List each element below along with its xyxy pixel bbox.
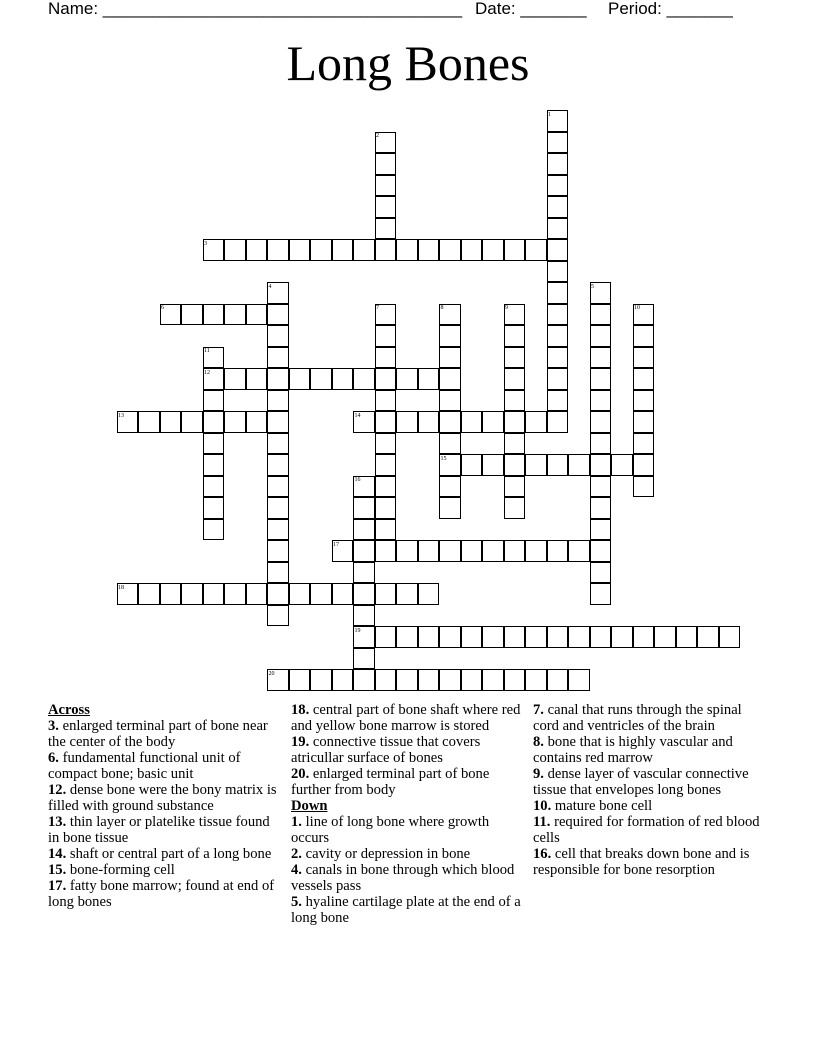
grid-cell[interactable] xyxy=(396,368,418,390)
grid-cell[interactable] xyxy=(396,540,418,562)
grid-cell[interactable] xyxy=(525,669,547,691)
grid-cell[interactable] xyxy=(289,583,311,605)
clue-number-label: 19 xyxy=(354,627,361,634)
clue-text: enlarged terminal part of bone near the center of the body xyxy=(48,718,268,750)
grid-cell[interactable] xyxy=(439,239,461,261)
clue-number-label: 15 xyxy=(440,455,447,462)
grid-cell[interactable] xyxy=(547,325,569,347)
grid-cell[interactable] xyxy=(547,196,569,218)
grid-cell[interactable] xyxy=(418,411,440,433)
grid-cell[interactable] xyxy=(418,239,440,261)
grid-cell[interactable] xyxy=(504,497,526,519)
grid-cell[interactable] xyxy=(547,669,569,691)
name-field[interactable]: Name: ______________________________________ xyxy=(48,0,463,18)
clue-number-label: 11 xyxy=(204,348,210,354)
clue-number-label: 7 xyxy=(376,305,379,311)
grid-cell[interactable] xyxy=(203,519,225,541)
clue-number: 14. xyxy=(48,846,67,862)
grid-cell[interactable] xyxy=(353,540,375,562)
clue-text: hyaline cartilage plate at the end of a long bone xyxy=(291,894,521,926)
grid-cell[interactable] xyxy=(181,304,203,326)
grid-cell[interactable] xyxy=(246,239,268,261)
clue-text: dense bone were the bony matrix is filled with ground substance xyxy=(48,782,277,814)
grid-cell[interactable] xyxy=(504,239,526,261)
grid-cell[interactable] xyxy=(375,669,397,691)
grid-cell[interactable] xyxy=(504,476,526,498)
grid-cell[interactable] xyxy=(504,540,526,562)
clue-across-19 xyxy=(291,734,526,766)
grid-cell[interactable] xyxy=(547,218,569,240)
grid-cell[interactable] xyxy=(590,497,612,519)
clue-number: 15. xyxy=(48,862,67,878)
grid-cell[interactable] xyxy=(267,540,289,562)
clue-number-label: 2 xyxy=(376,133,379,139)
down-heading: Down xyxy=(291,798,328,814)
clue-text: bone that is highly vascular and contains red marrow xyxy=(533,734,733,766)
grid-cell[interactable] xyxy=(375,411,397,433)
grid-cell[interactable] xyxy=(138,411,160,433)
grid-cell[interactable] xyxy=(719,626,741,648)
clue-across-13 xyxy=(48,814,283,846)
clue-number: 13. xyxy=(48,814,67,830)
grid-cell[interactable] xyxy=(310,239,332,261)
grid-cell[interactable] xyxy=(332,583,354,605)
grid-cell[interactable] xyxy=(439,433,461,455)
grid-cell[interactable] xyxy=(203,390,225,412)
grid-cell[interactable] xyxy=(267,583,289,605)
grid-cell[interactable] xyxy=(482,411,504,433)
clue-number: 7. xyxy=(533,702,544,718)
grid-cell[interactable] xyxy=(439,476,461,498)
clue-number: 17. xyxy=(48,878,67,894)
grid-cell[interactable] xyxy=(375,540,397,562)
grid-cell[interactable] xyxy=(633,390,655,412)
grid-cell[interactable] xyxy=(547,626,569,648)
clue-across-3 xyxy=(48,718,283,750)
grid-cell[interactable] xyxy=(547,239,569,261)
grid-cell[interactable] xyxy=(375,368,397,390)
clue-text: thin layer or platelike tissue found in bone tissue xyxy=(48,814,270,846)
clue-text: bone-forming cell xyxy=(69,862,175,878)
grid-cell[interactable] xyxy=(353,669,375,691)
grid-cell[interactable] xyxy=(267,347,289,369)
grid-cell[interactable] xyxy=(504,454,526,476)
grid-cell[interactable] xyxy=(267,239,289,261)
grid-cell[interactable] xyxy=(461,411,483,433)
grid-cell[interactable] xyxy=(418,540,440,562)
grid-cell[interactable] xyxy=(375,497,397,519)
grid-cell[interactable] xyxy=(267,519,289,541)
grid-cell[interactable] xyxy=(633,368,655,390)
grid-cell[interactable] xyxy=(203,304,225,326)
grid-cell[interactable] xyxy=(181,583,203,605)
clue-text: dense layer of vascular connective tissue that envelopes long bones xyxy=(533,766,749,798)
grid-cell[interactable] xyxy=(353,519,375,541)
clue-text: cell that breaks down bone and is responsible for bone resorption xyxy=(533,846,750,878)
grid-cell[interactable] xyxy=(590,347,612,369)
grid-cell[interactable] xyxy=(310,583,332,605)
grid-cell[interactable] xyxy=(590,476,612,498)
page-title: Long Bones xyxy=(286,35,530,91)
grid-cell[interactable] xyxy=(633,433,655,455)
clue-number-label: 1 xyxy=(548,111,551,118)
grid-cell[interactable] xyxy=(525,454,547,476)
grid-cell[interactable] xyxy=(439,390,461,412)
grid-cell[interactable] xyxy=(590,433,612,455)
clue-down-9 xyxy=(533,766,768,798)
grid-cell[interactable] xyxy=(203,433,225,455)
clue-number-label: 12 xyxy=(204,369,210,376)
clue-down-4 xyxy=(291,862,526,894)
grid-cell[interactable] xyxy=(375,175,397,197)
grid-cell[interactable] xyxy=(267,497,289,519)
grid-cell[interactable] xyxy=(160,411,182,433)
grid-cell[interactable] xyxy=(633,411,655,433)
grid-cell[interactable] xyxy=(353,497,375,519)
grid-cell[interactable] xyxy=(439,540,461,562)
grid-cell[interactable] xyxy=(633,325,655,347)
grid-cell[interactable] xyxy=(203,497,225,519)
clue-down-11 xyxy=(533,814,768,846)
clue-across-15 xyxy=(48,862,283,878)
grid-cell[interactable] xyxy=(439,347,461,369)
grid-cell[interactable] xyxy=(375,325,397,347)
grid-cell[interactable] xyxy=(633,626,655,648)
grid-cell[interactable] xyxy=(590,368,612,390)
grid-cell[interactable] xyxy=(353,239,375,261)
grid-cell[interactable] xyxy=(482,669,504,691)
grid-cell[interactable] xyxy=(590,390,612,412)
grid-cell[interactable] xyxy=(203,454,225,476)
clue-text: central part of bone shaft where red and yellow bone marrow is stored xyxy=(291,702,521,734)
clue-number-label: 8 xyxy=(440,305,444,311)
grid-cell[interactable] xyxy=(590,411,612,433)
grid-cell[interactable] xyxy=(461,454,483,476)
grid-cell[interactable] xyxy=(138,583,160,605)
clue-across-14 xyxy=(48,846,283,862)
grid-cell[interactable] xyxy=(418,583,440,605)
grid-cell[interactable] xyxy=(590,626,612,648)
grid-cell[interactable] xyxy=(224,239,246,261)
grid-cell[interactable] xyxy=(633,454,655,476)
clue-number: 2. xyxy=(291,846,302,862)
clue-down-5 xyxy=(291,894,526,926)
grid-cell[interactable] xyxy=(547,390,569,412)
grid-cell[interactable] xyxy=(375,153,397,175)
grid-cell[interactable] xyxy=(332,669,354,691)
grid-cell[interactable] xyxy=(396,583,418,605)
clue-number-label: 16 xyxy=(354,477,361,483)
period-field[interactable]: Period: _______ xyxy=(608,0,733,18)
grid-cell[interactable] xyxy=(590,304,612,326)
clue-number-label: 13 xyxy=(118,412,124,419)
clue-text: shaft or central part of a long bone xyxy=(69,846,272,862)
grid-cell[interactable] xyxy=(375,454,397,476)
grid-cell[interactable] xyxy=(289,669,311,691)
grid-cell[interactable] xyxy=(547,454,569,476)
grid-cell[interactable] xyxy=(246,368,268,390)
clue-text: connective tissue that covers atricullar surface of bones xyxy=(291,734,481,766)
grid-cell[interactable] xyxy=(504,411,526,433)
grid-cell[interactable] xyxy=(676,626,698,648)
clue-number-label: 18 xyxy=(118,584,124,591)
grid-cell[interactable] xyxy=(203,476,225,498)
grid-cell[interactable] xyxy=(375,239,397,261)
grid-cell[interactable] xyxy=(418,669,440,691)
clue-across-6 xyxy=(48,750,283,782)
clue-number-label: 10 xyxy=(634,305,640,311)
grid-cell[interactable] xyxy=(568,626,590,648)
grid-cell[interactable] xyxy=(633,476,655,498)
grid-cell[interactable] xyxy=(439,325,461,347)
grid-cell[interactable] xyxy=(353,583,375,605)
grid-cell[interactable] xyxy=(353,562,375,584)
grid-cell[interactable] xyxy=(590,454,612,476)
grid-cell[interactable] xyxy=(353,605,375,627)
grid-cell[interactable] xyxy=(267,390,289,412)
grid-cell[interactable] xyxy=(461,540,483,562)
clue-number-label: 6 xyxy=(161,305,164,311)
grid-cell[interactable] xyxy=(396,239,418,261)
grid-cell[interactable] xyxy=(160,583,182,605)
grid-cell[interactable] xyxy=(267,411,289,433)
grid-cell[interactable] xyxy=(289,368,311,390)
grid-cell[interactable] xyxy=(461,669,483,691)
grid-cell[interactable] xyxy=(375,347,397,369)
grid-cell[interactable] xyxy=(439,497,461,519)
clue-text: canal that runs through the spinal cord and ventricles of the brain xyxy=(533,702,742,734)
clue-across-17 xyxy=(48,878,283,910)
grid-cell[interactable] xyxy=(203,583,225,605)
grid-cell[interactable] xyxy=(267,368,289,390)
grid-cell[interactable] xyxy=(547,261,569,283)
grid-cell[interactable] xyxy=(310,368,332,390)
grid-cell[interactable] xyxy=(375,196,397,218)
grid-cell[interactable] xyxy=(525,239,547,261)
clues-column-2 xyxy=(291,702,526,926)
across-heading: Across xyxy=(48,702,90,718)
grid-cell[interactable] xyxy=(568,669,590,691)
grid-cell[interactable] xyxy=(375,390,397,412)
grid-cell[interactable] xyxy=(547,175,569,197)
grid-cell[interactable] xyxy=(504,669,526,691)
clue-number-label: 14 xyxy=(354,412,361,419)
clue-text: enlarged terminal part of bone further from body xyxy=(291,766,490,798)
grid-cell[interactable] xyxy=(289,239,311,261)
clue-across-12 xyxy=(48,782,283,814)
clue-text: cavity or depression in bone xyxy=(305,846,471,862)
clue-number: 11. xyxy=(533,814,551,830)
clue-number-label: 9 xyxy=(505,305,508,311)
clue-number-label: 3 xyxy=(204,240,207,247)
grid-cell[interactable] xyxy=(547,153,569,175)
clue-number-label: 20 xyxy=(268,670,275,677)
clue-down-7 xyxy=(533,702,768,734)
clue-number: 8. xyxy=(533,734,544,750)
grid-cell[interactable] xyxy=(267,476,289,498)
grid-cell[interactable] xyxy=(267,433,289,455)
grid-cell[interactable] xyxy=(396,669,418,691)
clue-number: 3. xyxy=(48,718,59,734)
grid-cell[interactable] xyxy=(439,669,461,691)
grid-cell[interactable] xyxy=(396,411,418,433)
clue-number-label: 5 xyxy=(591,283,594,290)
grid-cell[interactable] xyxy=(568,540,590,562)
grid-cell[interactable] xyxy=(590,583,612,605)
grid-cell[interactable] xyxy=(375,583,397,605)
grid-cell[interactable] xyxy=(332,368,354,390)
grid-cell[interactable] xyxy=(246,304,268,326)
clues-column-1 xyxy=(48,702,283,910)
grid-cell[interactable] xyxy=(525,540,547,562)
grid-cell[interactable] xyxy=(504,433,526,455)
grid-cell[interactable] xyxy=(461,626,483,648)
clue-across-20 xyxy=(291,766,526,798)
grid-cell[interactable] xyxy=(504,368,526,390)
grid-cell[interactable] xyxy=(525,411,547,433)
clue-text: fatty bone marrow; found at end of long bones xyxy=(48,878,275,910)
grid-cell[interactable] xyxy=(482,540,504,562)
clue-number: 19. xyxy=(291,734,310,750)
grid-cell[interactable] xyxy=(375,433,397,455)
clue-text: canals in bone through which blood vessels pass xyxy=(291,862,515,894)
grid-cell[interactable] xyxy=(310,669,332,691)
clue-down-10 xyxy=(533,798,768,814)
grid-cell[interactable] xyxy=(203,411,225,433)
grid-cell[interactable] xyxy=(246,583,268,605)
grid-cell[interactable] xyxy=(418,368,440,390)
clue-text: line of long bone where growth occurs xyxy=(291,814,490,846)
clues-column-3 xyxy=(533,702,768,878)
grid-cell[interactable] xyxy=(590,562,612,584)
grid-cell[interactable] xyxy=(654,626,676,648)
grid-cell[interactable] xyxy=(547,347,569,369)
clue-number: 6. xyxy=(48,750,59,766)
clue-number: 16. xyxy=(533,846,552,862)
clue-down-16 xyxy=(533,846,768,878)
grid-cell[interactable] xyxy=(547,411,569,433)
grid-cell[interactable] xyxy=(439,368,461,390)
grid-cell[interactable] xyxy=(224,411,246,433)
clue-down-8 xyxy=(533,734,768,766)
grid-cell[interactable] xyxy=(482,239,504,261)
grid-cell[interactable] xyxy=(375,476,397,498)
clue-number: 18. xyxy=(291,702,310,718)
grid-cell[interactable] xyxy=(375,626,397,648)
grid-cell[interactable] xyxy=(547,368,569,390)
grid-cell[interactable] xyxy=(504,347,526,369)
grid-cell[interactable] xyxy=(267,304,289,326)
grid-cell[interactable] xyxy=(332,239,354,261)
grid-cell[interactable] xyxy=(590,519,612,541)
clue-number: 5. xyxy=(291,894,302,910)
clue-number-label: 17 xyxy=(333,541,339,548)
clue-text: fundamental functional unit of compact bone; basic unit xyxy=(48,750,241,782)
clue-number: 1. xyxy=(291,814,302,830)
grid-cell[interactable] xyxy=(246,411,268,433)
clue-across-18 xyxy=(291,702,526,734)
grid-cell[interactable] xyxy=(418,626,440,648)
grid-cell[interactable] xyxy=(224,368,246,390)
grid-cell[interactable] xyxy=(697,626,719,648)
clue-number: 10. xyxy=(533,798,552,814)
grid-cell[interactable] xyxy=(353,648,375,670)
grid-cell[interactable] xyxy=(547,132,569,154)
grid-cell[interactable] xyxy=(224,583,246,605)
grid-cell[interactable] xyxy=(590,325,612,347)
grid-cell[interactable] xyxy=(353,368,375,390)
grid-cell[interactable] xyxy=(181,411,203,433)
grid-cell[interactable] xyxy=(504,390,526,412)
grid-cell[interactable] xyxy=(482,454,504,476)
grid-cell[interactable] xyxy=(439,626,461,648)
grid-cell[interactable] xyxy=(504,325,526,347)
grid-cell[interactable] xyxy=(568,454,590,476)
clue-number: 20. xyxy=(291,766,310,782)
grid-cell[interactable] xyxy=(267,562,289,584)
grid-cell[interactable] xyxy=(547,282,569,304)
grid-cell[interactable] xyxy=(267,325,289,347)
clue-down-1 xyxy=(291,814,526,846)
clue-number-label: 4 xyxy=(268,283,272,290)
grid-cell[interactable] xyxy=(590,540,612,562)
grid-cell[interactable] xyxy=(267,454,289,476)
grid-cell[interactable] xyxy=(482,626,504,648)
date-field[interactable]: Date: _______ xyxy=(475,0,587,18)
grid-cell[interactable] xyxy=(224,304,246,326)
grid-cell[interactable] xyxy=(461,239,483,261)
grid-cell[interactable] xyxy=(504,626,526,648)
clue-text: mature bone cell xyxy=(554,798,653,814)
grid-cell[interactable] xyxy=(396,626,418,648)
clue-number: 9. xyxy=(533,766,544,782)
grid-cell[interactable] xyxy=(547,304,569,326)
grid-cell[interactable] xyxy=(547,540,569,562)
clue-down-2 xyxy=(291,846,526,862)
grid-cell[interactable] xyxy=(525,626,547,648)
clue-number: 4. xyxy=(291,862,302,878)
clue-number: 12. xyxy=(48,782,67,798)
grid-cell[interactable] xyxy=(375,519,397,541)
grid-cell[interactable] xyxy=(375,218,397,240)
grid-cell[interactable] xyxy=(633,347,655,369)
grid-cell[interactable] xyxy=(439,411,461,433)
grid-cell[interactable] xyxy=(267,605,289,627)
clue-text: required for formation of red blood cells xyxy=(533,814,760,846)
grid-cell[interactable] xyxy=(611,454,633,476)
grid-cell[interactable] xyxy=(611,626,633,648)
